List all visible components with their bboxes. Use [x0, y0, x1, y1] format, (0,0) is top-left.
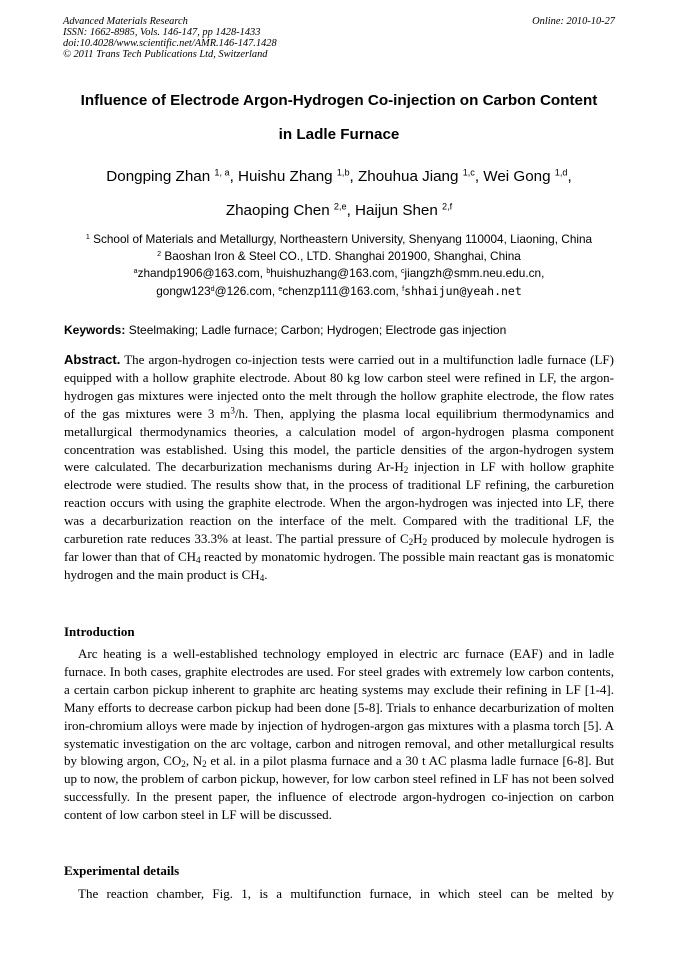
author-affiliation-mark: 2,f [442, 201, 453, 212]
email-mark: f [402, 284, 405, 293]
abstract-text: . [264, 566, 268, 582]
author-affiliation-mark: 1,c [462, 167, 475, 178]
abstract-text: reacted by monatomic hydrogen. The possible main reactant gas is monatomic hydrogen and the main product is CH [64, 548, 614, 582]
abstract-label: Abstract. [64, 352, 121, 367]
abstract-paragraph [64, 351, 614, 584]
doi-line: doi:10.4028/www.scientific.net/AMR.146-147.1428 [63, 38, 277, 49]
affiliation-text: Baoshan Iron & Steel CO., LTD. Shanghai 201900, Shanghai, China [164, 249, 521, 263]
email-address[interactable]: gongw123 [156, 284, 211, 298]
keywords [64, 323, 614, 337]
author-name: Zhaoping Chen [225, 202, 330, 219]
abstract-text: H [413, 531, 423, 547]
introduction-heading: Introduction [64, 624, 135, 639]
issn-line: ISSN: 1662-8985, Vols. 146-147, pp 1428-1433 [63, 27, 261, 38]
email-line-1: $^a$zhandp1906@163.com, $^b$huishuzhang@163.com, $^c$jiangzh@smm.neu.edu.cn, [133, 266, 545, 280]
copyright-line: © 2011 Trans Tech Publications Ltd, Switzerland [63, 49, 268, 60]
abstract-text: The argon-hydrogen co-injection tests were carried out in a multifunction ladle furnace (LF) equipped with a hollow graphite electrode. About 80 kg low carbon steel were refined in LF, the argon-hydrogen gas mixtures were injected onto the melt through the hollow graphite electrode, the flow rates of the gas mixtures were 3 m [64, 352, 614, 421]
abstract-text: produced by molecule hydrogen is far lower than that of CH [64, 531, 614, 564]
email-address[interactable]: zhandp1906@163.com [137, 266, 260, 280]
subscript: 2 [403, 465, 409, 476]
author-name: Haijun Shen [355, 202, 438, 219]
email-mark: e [278, 284, 283, 293]
online-date: Online: 2010-10-27 [532, 16, 615, 27]
affiliation-mark: 2 [157, 249, 162, 258]
authors-line-1: Dongping Zhan $^{1, a}$, Huishu Zhang $^{1,b}$, Zhouhua Jiang $^{1,c}$, Wei Gong $^{1,d}$, [106, 167, 572, 185]
authors-line-2: Zhaoping Chen $^{2,e}$, Haijun Shen $^{2,f}$ [225, 201, 453, 219]
journal-header [63, 16, 277, 60]
experimental-paragraph: The reaction chamber, Fig. 1, is a multifunction furnace, in which steel can be melted by [78, 886, 614, 901]
abstract-text: /h. Then, applying the plasma local equilibrium thermodynamics and metallurgical thermodynamics theories, a calculation model of argon-hydrogen plasma component concentration was established. Using this model, the particle densities of the argon-hydrogen system were calculated. The decarburization mechanisms during Ar-H [64, 405, 615, 475]
subscript: 4 [196, 554, 201, 565]
email-address[interactable]: shhaijun@yeah.net [404, 284, 522, 298]
paper-title-line-1: Influence of Electrode Argon-Hydrogen Co-injection on Carbon Content [80, 92, 598, 109]
experimental-heading: Experimental details [64, 863, 180, 878]
email-line-2: gongw123$^d$@126.com, $^e$chenzp111@163.com, $^f$shhaijun@yeah.net [156, 284, 522, 298]
author-name: Dongping Zhan [106, 168, 211, 185]
author-name: Wei Gong [483, 168, 551, 185]
body-text: Arc heating is a well-established technology employed in electric arc furnace (EAF) and in ladle furnace. In both cases, graphite electrodes are used. For steel grades with extremely low carbon contents, a certain carbon pickup inherent to graphite arc heating systems may exclude their refining in LF [1-4]. Many efforts to decrease carbon pickup had been done [5-8]. Trials to enhance decarburization of molten iron-chromium alloys were made by injection of hydrogen-argon gas mixtures with a plasma torch [5]. A systematic investigation on the arc voltage, carbon and nitrogen removal, and other metallurgical results by blowing argon, CO [64, 646, 614, 769]
email-mark: c [400, 266, 405, 275]
email-address[interactable]: huishuzhang@163.com [270, 266, 395, 280]
affiliation-2 [40, 248, 638, 265]
author-affiliation-mark: 1, a [214, 167, 230, 178]
subscript: 2 [408, 536, 414, 547]
subscript: 2 [202, 759, 207, 770]
email-mark: b [266, 266, 271, 275]
author-affiliation-mark: 1,b [336, 167, 350, 178]
author-affiliation-mark: 1,d [554, 167, 568, 178]
affiliation-mark: 1 [85, 232, 90, 241]
email-mark: d [210, 284, 215, 293]
subscript: 2 [181, 759, 186, 770]
body-text: et al. in a pilot plasma furnace and a 30 t AC plasma ladle furnace [6-8]. But up to now, the problem of carbon pickup, however, for low carbon steel refined in LF has not been solved successfully. In the present paper, the influence of electrode argon-hydrogen co-injection on carbon content of low carbon steel in LF will be discussed. [64, 753, 615, 823]
body-text: , N [185, 753, 203, 769]
paper-title-line-2: in Ladle Furnace [278, 126, 400, 143]
experimental-body [64, 885, 614, 903]
superscript: 3 [230, 405, 235, 416]
abstract [64, 351, 614, 584]
introduction-paragraph [64, 645, 614, 824]
subscript: 2 [422, 536, 428, 547]
introduction-body [64, 645, 614, 824]
email-address[interactable]: @126.com [214, 284, 272, 298]
author-name: Zhouhua Jiang [357, 168, 459, 185]
author-affiliation-mark: 2,e [333, 201, 347, 212]
journal-name: Advanced Materials Research [63, 16, 188, 27]
affiliation-1 [40, 231, 638, 248]
affiliation-text: School of Materials and Metallurgy, Northeastern University, Shenyang 110004, Liaoning, China [93, 232, 593, 246]
email-mark: a [133, 266, 138, 275]
author-name: Huishu Zhang [238, 168, 333, 185]
abstract-text: injection in LF with hollow graphite electrode were studied. The results show that, in the process of traditional LF refining, the carburetion reaction occurs with using the graphite electrode. When the argon-hydrogen was injected into LF, there was a decarburization reaction on the interface of the melt. Compared with the traditional LF, the carburetion rate reduces 33.3% at least. The partial pressure of C [64, 459, 614, 547]
email-address[interactable]: chenzp111@163.com [282, 284, 396, 298]
email-address[interactable]: jiangzh@smm.neu.edu.cn [404, 266, 542, 280]
keywords-label: Keywords: [64, 323, 126, 337]
subscript: 4 [259, 572, 265, 583]
keywords-text: Steelmaking; Ladle furnace; Carbon; Hydrogen; Electrode gas injection [128, 323, 507, 337]
